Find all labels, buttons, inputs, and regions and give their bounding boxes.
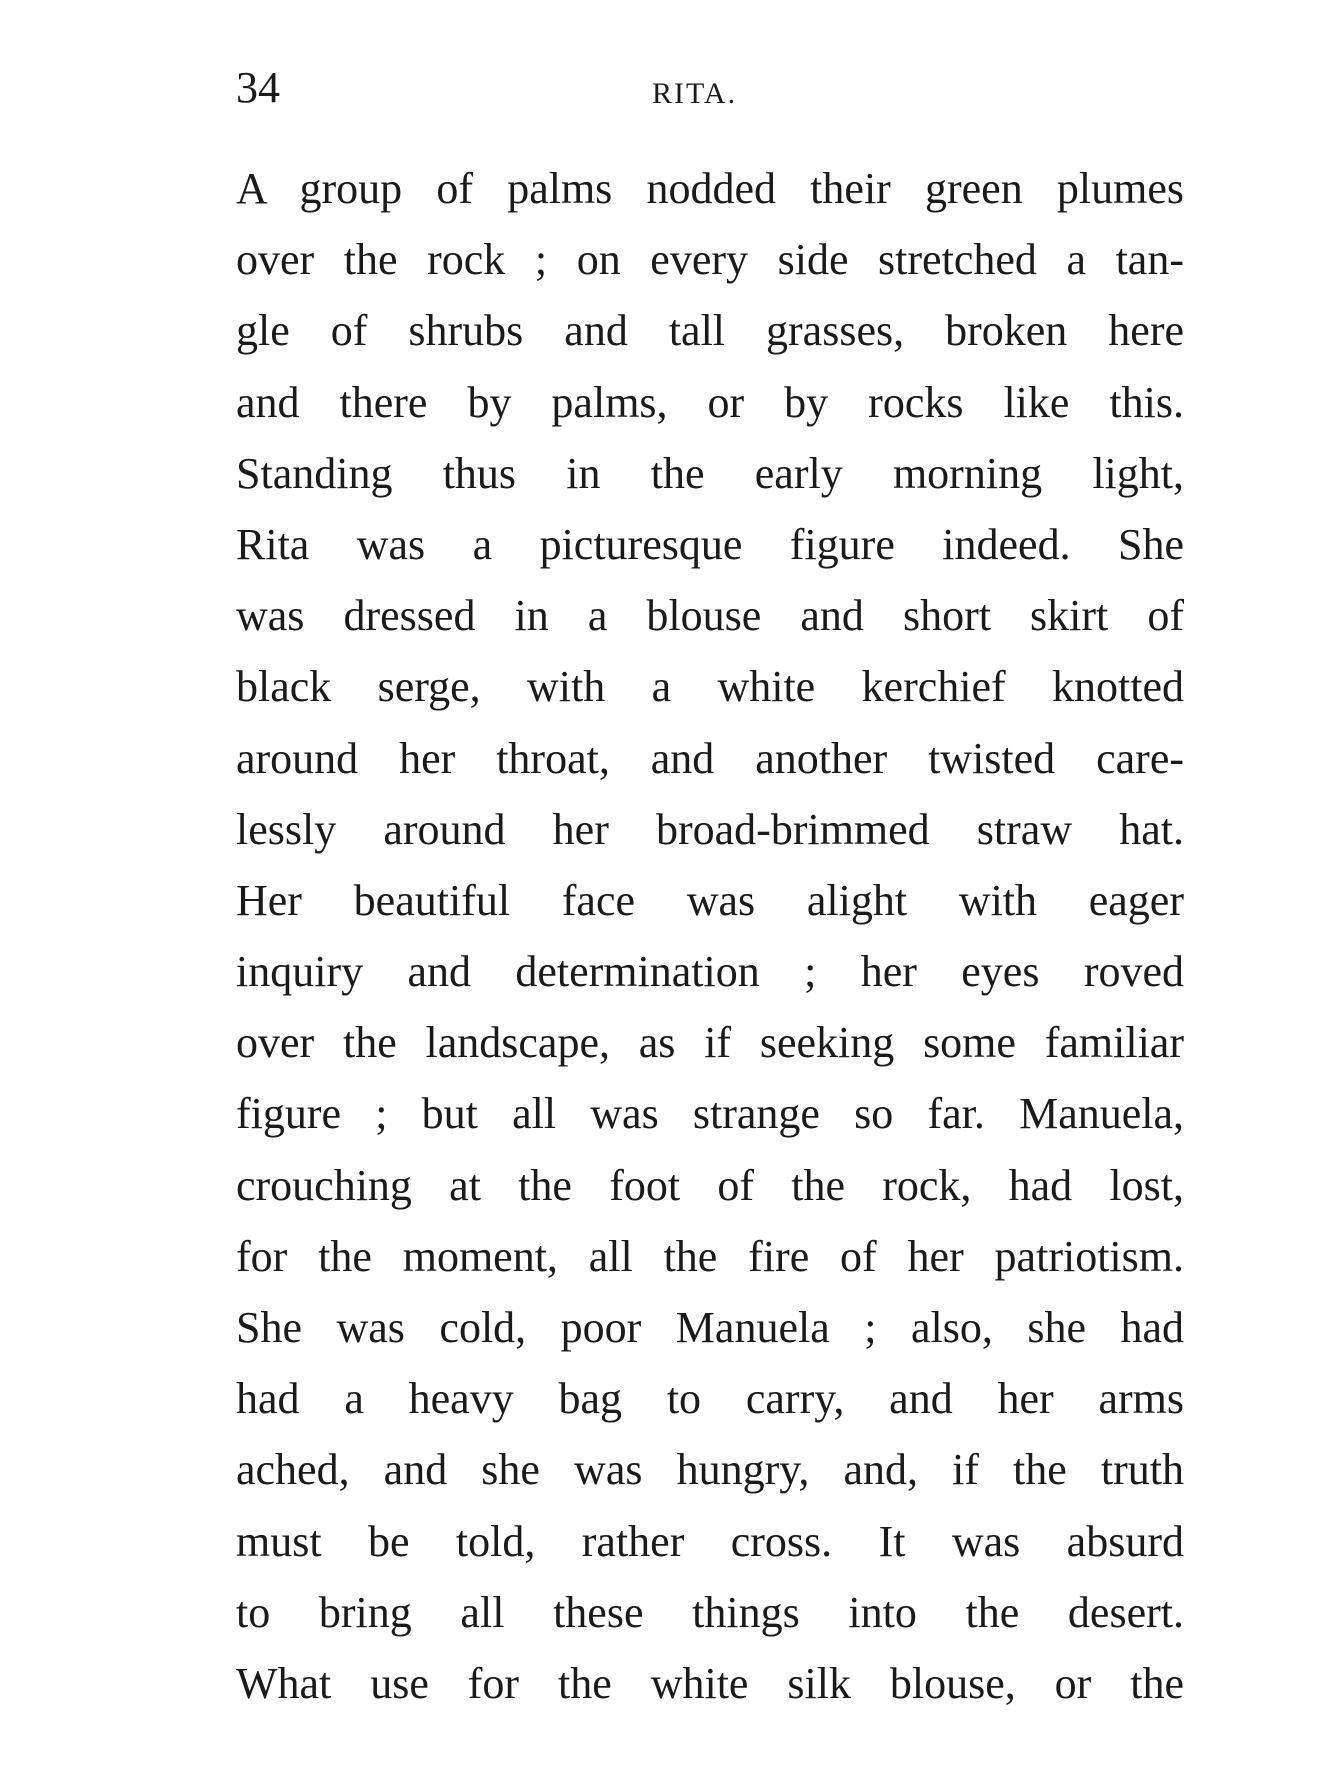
text-line: Her beautiful face was alight with eager [236,875,1184,925]
text-line: gle of shrubs and tall grasses, broken here [236,306,1184,356]
body-text [236,153,1184,1719]
text-line: black serge, with a white kerchief knotted [236,662,1184,712]
text-line: must be told, rather cross. It was absurd [236,1516,1184,1566]
text-line: A group of palms nodded their green plumes [236,164,1184,213]
text-line: Standing thus in the early morning light, [236,448,1184,498]
text-line: to bring all these things into the desert. [236,1587,1184,1637]
text-line: crouching at the foot of the rock, had lost, [236,1160,1184,1210]
page-header [236,58,1176,118]
text-line: inquiry and determination ; her eyes roved [236,947,1184,997]
text-line: Rita was a picturesque figure indeed. She [236,519,1184,569]
text-line: What use for the white silk blouse, or the [236,1658,1184,1708]
page-number: 34 [236,63,280,112]
text-line: was dressed in a blouse and short skirt of [236,591,1184,641]
text-line: over the rock ; on every side stretched a tan- [236,235,1184,285]
text-line: for the moment, all the fire of her patriotism. [236,1231,1184,1281]
text-line: and there by palms, or by rocks like this. [236,377,1184,427]
text-line: figure ; but all was strange so far. Manuela, [236,1089,1184,1139]
text-line: ached, and she was hungry, and, if the truth [236,1445,1184,1495]
text-line: over the landscape, as if seeking some familiar [236,1018,1184,1068]
text-line: around her throat, and another twisted care- [236,733,1184,783]
text-line: had a heavy bag to carry, and her arms [236,1374,1184,1424]
running-head: RITA. [652,77,738,110]
text-line: She was cold, poor Manuela ; also, she had [236,1303,1184,1352]
text-line: lessly around her broad-brimmed straw hat. [236,804,1184,854]
